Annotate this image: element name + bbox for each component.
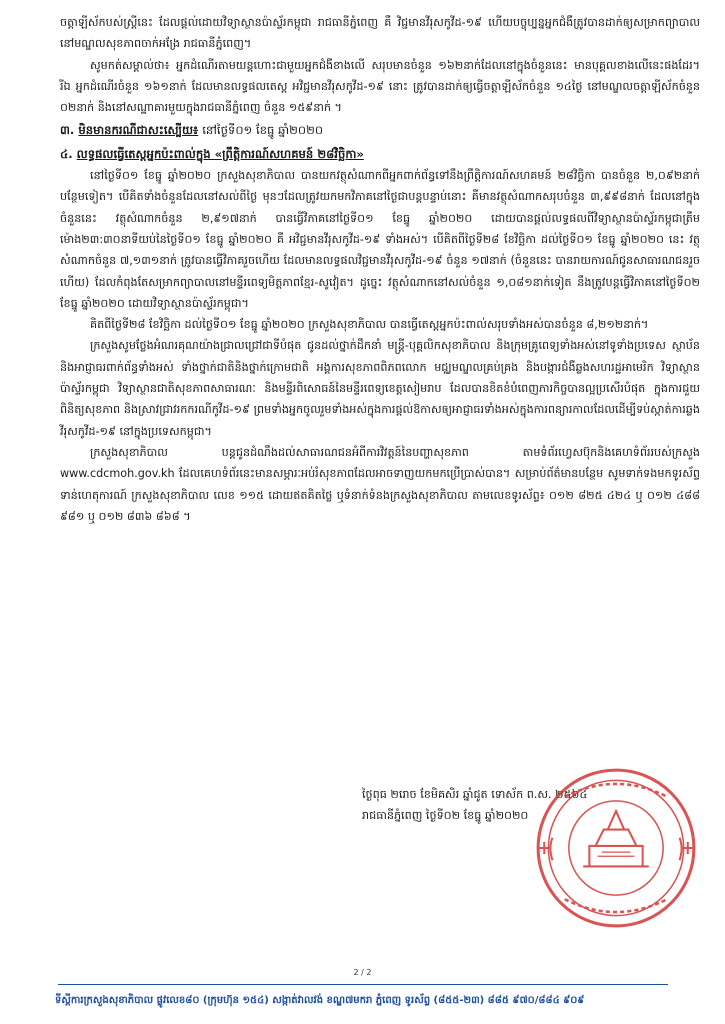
date-solar: រាជធានីភ្នំពេញ ថ្ងៃទី០២ ខែធ្នូ ឆ្នាំ២០២០ [362, 809, 529, 822]
section-3-text: នៅថ្ងៃទី០១ ខែធ្នូ ឆ្នាំ២០២០ [202, 123, 324, 138]
footer-divider [58, 984, 668, 985]
paragraph-continuation: ចត្តាឡីស័កបស់ស្ត្រីនេះ ដែលផ្ដល់ដោយវិទ្យាស្ថានប៉ាស្ទ័រកម្ពុជា រាជធានីភ្នំពេញ គឺ វិជ្ជមានវីរុសកូវីដ-១៩ ហើយបច្ចុប្បន្នអ្នកជំងឺត្រូវបានដាក់ឲ្យសម្រាកព្យាបាលនៅមណ្ឌលសុខភាពចាក់អង្រែ រាជធានីភ្នំពេញ។ [60, 16, 700, 51]
section-3-title: មិនមានករណីជាសះស្បើយ៖ [78, 123, 199, 138]
paragraph-contact: ក្រសួងសុខាភិបាល បន្តជូនដំណឹងដល់សាធារណជនអំពីការវិវត្តន៍នៃបញ្ហាសុខភាព តាមទំព័រហ្វេសប៊ុកនិងគេហទំព័ររបស់ក្រសួង www.cdcmoh.gov.kh ដែលគេហទំព័រនេះមានសម្ភារៈអប់រំសុខភាពដែលអាចទាញយកមកប្រើប្រាស់បាន។ សម្រាប់ព័ត៌មានបន្ថែម សូមទាក់ទងមកទូរស័ព្ទទាន់ហេតុការណ៍ ក្រសួងសុខាភិបាល លេខ ១១៥ ដោយឥតគិតថ្លៃ ឬទំនាក់ទំនងក្រសួងសុខាភិបាល តាមលេខទូរស័ព្ទ៖ ០១២ ៨២៥ ៤២៤ ឬ ០១២ ៤៨៨ ៩៨១ ឬ ០១២ ៨៣៦ ៨៦៨ ។ [60, 445, 700, 523]
section-4-title: លទ្ធផលធ្វើតេស្តអ្នកប៉ះពាល់ក្នុង «ព្រឹត្តិការណ៍សហគមន៍ ២៨វិច្ឆិកា» [76, 146, 364, 161]
paragraph-test-results: នៅថ្ងៃទី០១ ខែធ្នូ ឆ្នាំ២០២០ ក្រសួងសុខាភិបាល បានយកវត្ថុសំណាកពីអ្នកពាក់ព័ន្ធទៅនឹងព្រឹត្តិការណ៍សហគមន៍ ២៨វិច្ឆិកា បានចំនួន ២,០៩២នាក់ បន្ថែមទៀត។ បើគិតទាំងចំនួនដែលនៅសល់ពីថ្ងៃ មុនៗដែលត្រូវយកមកវិភាគនៅថ្ងៃជាបន្តបន្ទាប់នោះ គឺមានវត្ថុសំណាកសរុបចំនួន ៣,៩៩៨នាក់ ដែលនៅក្នុងចំនួននេះ វត្ថុសំណាកចំនួន ២,៩១៧នាក់ បានធ្វើវិភាគនៅថ្ងៃទី០១ ខែធ្នូ ឆ្នាំ២០២០ ដោយបានផ្ដល់លទ្ធផលពីវិទ្យាស្ថានប៉ាស្ទ័រកម្ពុជាត្រឹមម៉ោង២៣:៣០នាទីយប់នៃថ្ងៃទី០១ ខែធ្នូ ឆ្នាំ២០២០ គឺ អវិជ្ជមានវីរុសកូវីដ-១៩ ទាំងអស់។ បើគិតពីថ្ងៃទី២៨ ខែវិច្ឆិកា ដល់ថ្ងៃទី០១ ខែធ្នូ ឆ្នាំ២០២០ នេះ វត្ថុសំណាកចំនួន ៧,១៣១នាក់ ត្រូវបានធ្វើវិភាគរួចហើយ ដែលមានលទ្ធផលវិជ្ជមានវីរុសកូវីដ-១៩ ចំនួន ១៧នាក់ (ចំនួននេះ បានរាយការណ៍ជូនសាធារណជនរួចហើយ) ដែលកំពុងតែសម្រាកព្យាបាលនៅមន្ទីរពេទ្យមិត្តភាពខ្មែរ-សូវៀត។ ដូច្នេះ វត្ថុសំណាកនៅសល់ចំនួន ១,០៨១នាក់ទៀត នឹងត្រូវបន្តធ្វើវិភាគនៅថ្ងៃទី០២ ខែធ្នូ ឆ្នាំ២០២០ ដោយវិទ្យាស្ថានប៉ាស្ទ័រកម្ពុជា។ [60, 169, 700, 310]
document-body [60, 12, 700, 527]
section-3-number: ៣. [60, 123, 75, 138]
section-3-heading [60, 120, 700, 141]
section-4-heading [60, 144, 700, 165]
footer-address: ទីស្តីការក្រសួងសុខាភិបាល ផ្លូវលេខ៨០ (ក្រុមហ៊ុន ១៥៤) សង្កាត់វាលវង់ ខណ្ឌ៧មករា ភ្នំពេញ ទូរស័ព្ទ (៨៥៥-២៣) ៨៨៥ ៩៧០/៨៨៤ ៩០៩ [55, 995, 585, 1006]
section-4-number: ៤. [60, 146, 73, 161]
paragraph-thanks: ក្រសួងសូមថ្លែងអំណរគុណយ៉ាងជ្រាលជ្រៅជាទីបំផុត ជូនដល់ថ្នាក់ដឹកនាំ មន្ត្រី-បុគ្គលិកសុខាភិបាល និងក្រុមគ្រូពេទ្យទាំងអស់នៅទូទាំងប្រទេស ស្ថាប័ន និងអាជ្ញាធរពាក់ព័ន្ធទាំងអស់ ទាំងថ្នាក់ជាតិនិងថ្នាក់ក្រោមជាតិ អង្គការសុខភាពពិភពលោក មជ្ឈមណ្ឌលគ្រប់គ្រង និងបង្ការជំងឺឆ្លងសហរដ្ឋអាមេរិក វិទ្យាស្ថានប៉ាស្ទ័រកម្ពុជា វិទ្យាស្ថានជាតិសុខភាពសាធារណៈ និងមន្ទីរពិសោធន៍នៃមន្ទីរពេទ្យខេត្តសៀមរាប ដែលបានខិតខំបំពេញភារកិច្ចបានល្អប្រសើរបំផុត ក្នុងការជួយពិនិត្យសុខភាព និងស្រាវជ្រាវរកករណីកូវីដ-១៩ ព្រមទាំងអ្នកចូលរួមទាំងអស់ក្នុងការផ្ដល់ឱកាសឲ្យអាជ្ញាធរទាំងអស់ក្នុងការពន្យារកាលដែលដើម្បីទប់ស្កាត់ការឆ្លងវីរុសកូវីដ-១៩ នៅក្នុងប្រទេសកម្ពុជា។ [60, 339, 700, 438]
ministry-seal-stamp-icon [534, 766, 698, 930]
page-number: 2 / 2 [353, 968, 372, 977]
date-lunar: ថ្ងៃពុធ ២រោច ខែមិគសិរ ឆ្នាំជូត ទោស័ក ព.ស. ២៥៦៤ [362, 788, 588, 801]
paragraph-note: សូមកត់សម្គាល់ថា៖ អ្នកដំណើរតាមយន្តហោះជាមួយអ្នកជំងឺខាងលើ សរុបមានចំនួន ១៦២នាក់ដែលនៅក្នុងចំនួននេះ មានបុគ្គលខាងលើនេះផងដែរ។ រីឯ អ្នកដំណើរចំនួន ១៦១នាក់ ដែលមានលទ្ធផលតេស្ត អវិជ្ជមានវីរុសកូវីដ-១៩ នោះ ត្រូវបានដាក់ឲ្យធ្វើចត្តាឡីស័កចំនួន ១៤ថ្ងៃ នៅមណ្ឌលចត្តាឡីស័កចំនួន ០២នាក់ និងនៅសណ្ឋាគារមួយក្នុងរាជធានីភ្នំពេញ ចំនួន ១៥៩នាក់ ។ [60, 58, 700, 115]
paragraph-total-tested: គិតពីថ្ងៃទី២៨ ខែវិច្ឆិកា ដល់ថ្ងៃទី០១ ខែធ្នូ ឆ្នាំ២០២០ ក្រសួងសុខាភិបាល បានធ្វើតេស្តអ្នកប៉ះពាល់សរុបទាំងអស់បានចំនួន ៨,២១២នាក់។ [90, 318, 649, 332]
